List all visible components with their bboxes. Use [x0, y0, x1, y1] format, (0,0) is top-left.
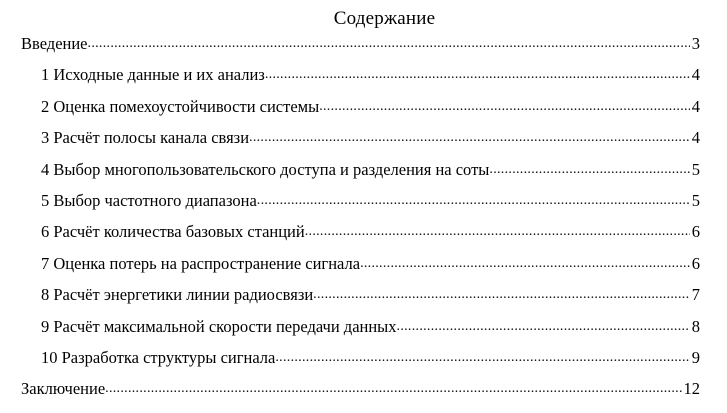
toc-entry-title: Введение [21, 34, 88, 53]
toc-entry[interactable] [41, 96, 700, 118]
toc-entry-title: 2 Оценка помехоустойчивости системы [41, 96, 320, 116]
toc-page-number: 5 [691, 159, 700, 179]
toc-entry-title: 9 Расчёт максимальной скорости передачи данных [41, 316, 397, 336]
toc-page-number: 6 [691, 253, 700, 273]
toc-page-number: 9 [691, 348, 700, 367]
toc-entry[interactable] [21, 33, 700, 55]
toc-dot-leader [313, 284, 690, 306]
toc-entry[interactable] [41, 347, 700, 369]
toc-entry-title: 1 Исходные данные и их анализ [41, 65, 265, 85]
toc-page-number: 4 [691, 128, 700, 148]
toc-dot-leader [305, 221, 690, 243]
toc-dot-leader [88, 33, 690, 55]
toc-page-number: 3 [691, 34, 700, 53]
toc-dot-leader [319, 96, 690, 118]
toc-entry-title: 7 Оценка потерь на распространение сигнала [41, 253, 361, 273]
toc-page-number: 7 [691, 285, 700, 305]
toc-dot-leader [265, 64, 690, 86]
toc-entry-title: 6 Расчёт количества базовых станций [41, 222, 305, 242]
toc-entry[interactable] [41, 221, 700, 243]
toc-entry-title: 10 Разработка структуры сигнала [41, 348, 276, 367]
toc-page-number: 4 [691, 96, 700, 116]
toc-dot-leader [489, 159, 689, 181]
toc-dot-leader [105, 378, 681, 400]
toc-entry-title: 4 Выбор многопользовательского доступа и разделения на соты [41, 159, 490, 179]
toc-page-number: 5 [691, 191, 700, 210]
toc-entry-title: Заключение [21, 379, 106, 399]
toc-page-number: 4 [691, 65, 700, 85]
toc-dot-leader [249, 127, 690, 149]
toc-entry[interactable] [41, 190, 700, 212]
toc-entry[interactable] [41, 253, 700, 275]
toc-entry-title: 3 Расчёт полосы канала связи [41, 128, 250, 148]
toc-entry[interactable] [41, 64, 700, 86]
toc-dot-leader [397, 316, 690, 338]
toc-entry[interactable] [21, 378, 700, 400]
toc-entry-title: 5 Выбор частотного диапазона [41, 191, 257, 210]
toc-entry[interactable] [41, 127, 700, 149]
toc-page-number: 6 [691, 222, 700, 242]
toc-dot-leader [360, 253, 690, 275]
toc-title: Содержание [333, 8, 436, 29]
toc-entry[interactable] [41, 159, 700, 181]
toc-entry[interactable] [41, 284, 700, 306]
toc-dot-leader [257, 190, 690, 212]
toc-entry-title: 8 Расчёт энергетики линии радиосвязи [41, 285, 314, 305]
toc-dot-leader [275, 347, 689, 369]
toc-entry[interactable] [41, 316, 700, 338]
toc-page-number: 8 [691, 316, 700, 336]
toc-page-number: 12 [683, 379, 700, 399]
